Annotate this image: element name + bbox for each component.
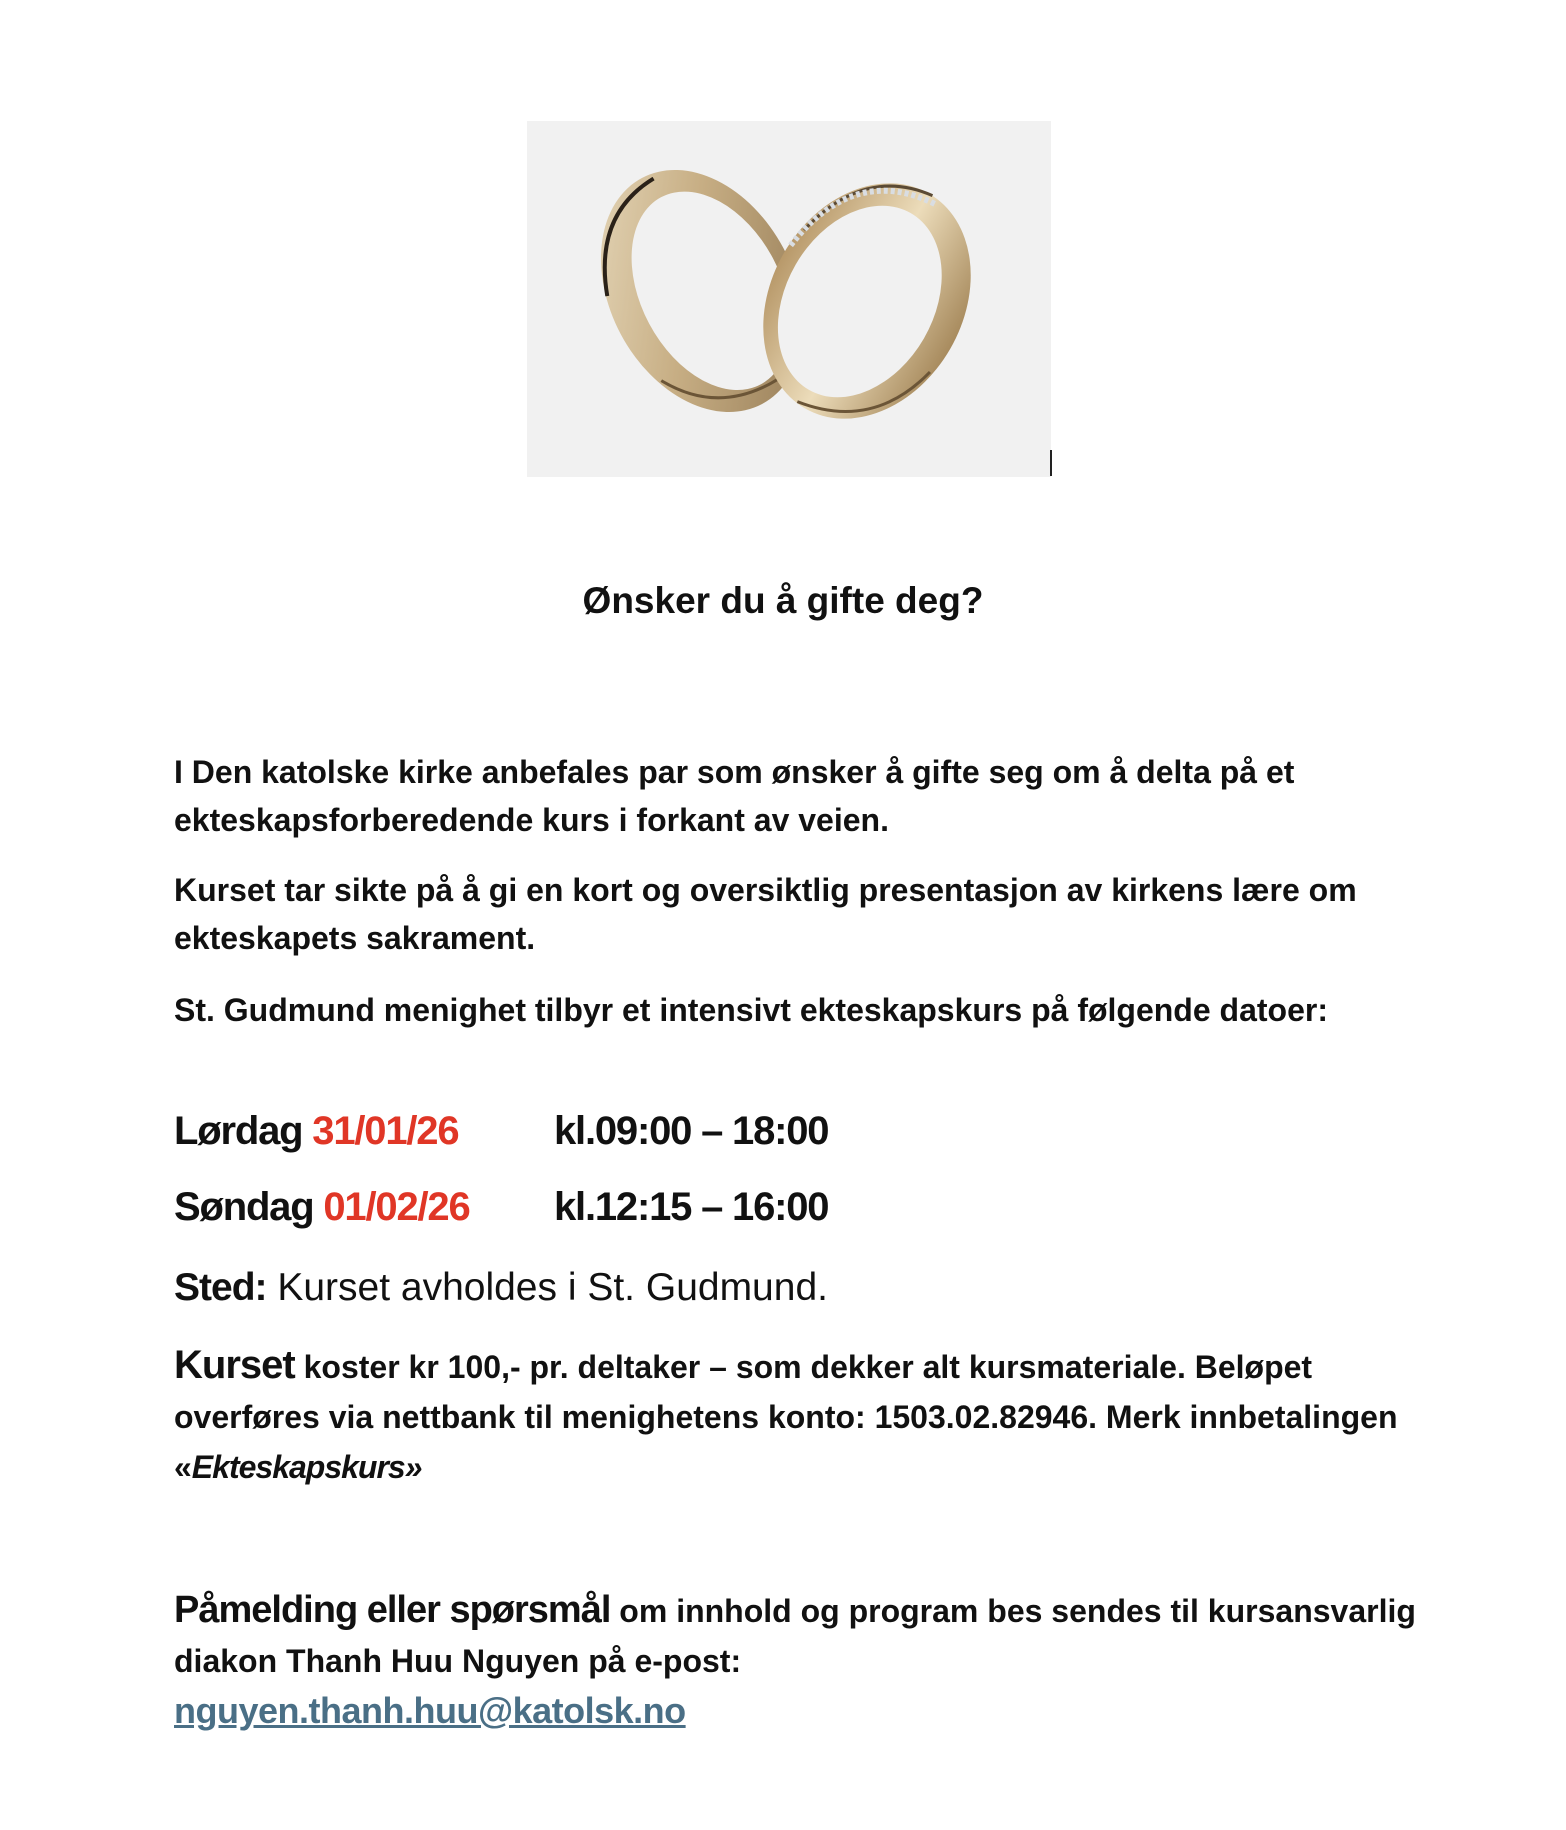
payment-marking: Ekteskapskurs»	[191, 1449, 422, 1485]
date-value: 31/01/26	[312, 1109, 459, 1153]
email-link[interactable]: nguyen.thanh.huu@katolsk.no	[174, 1690, 686, 1731]
price-text: koster kr 100,- pr. deltaker – som dekker alt kursmateriale. Beløpet overføres via nettbank til menighetens konto: 1503.02.82946. Merk innbetalingen «	[174, 1349, 1398, 1485]
place-text: Kurset avholdes i St. Gudmund.	[266, 1266, 828, 1309]
intro-paragraph: I Den katolske kirke anbefales par som ønsker å gifte seg om å delta på et ekteskapsforberedende kurs i forkant av veien.	[174, 754, 1295, 838]
rings-icon	[527, 121, 1051, 477]
page-title: Ønsker du å gifte deg?	[582, 580, 984, 621]
date-line-sunday	[174, 1182, 829, 1232]
signup-paragraph	[174, 1585, 1434, 1737]
date-day: Søndag	[174, 1185, 314, 1229]
text-cursor	[1050, 450, 1052, 476]
date-value: 01/02/26	[323, 1185, 470, 1229]
signup-label: Påmelding eller spørsmål	[174, 1589, 611, 1631]
price-paragraph	[174, 1340, 1434, 1492]
price-label: Kurset	[174, 1343, 295, 1387]
signup-text: om innhold og program bes sendes til kursansvarlig diakon Thanh Huu Nguyen på e-post:	[174, 1593, 1416, 1679]
purpose-paragraph: Kurset tar sikte på å gi en kort og oversiktlig presentasjon av kirkens lære om ekteskapets sakrament.	[174, 872, 1357, 956]
wedding-rings-image	[527, 121, 1051, 477]
date-time: kl.12:15 – 16:00	[554, 1185, 829, 1229]
date-day: Lørdag	[174, 1109, 303, 1153]
place-line	[174, 1263, 828, 1313]
date-line-saturday	[174, 1106, 829, 1156]
place-label: Sted:	[174, 1266, 267, 1309]
date-time: kl.09:00 – 18:00	[554, 1109, 829, 1153]
offer-paragraph: St. Gudmund menighet tilbyr et intensivt ekteskapskurs på følgende datoer:	[174, 992, 1328, 1028]
